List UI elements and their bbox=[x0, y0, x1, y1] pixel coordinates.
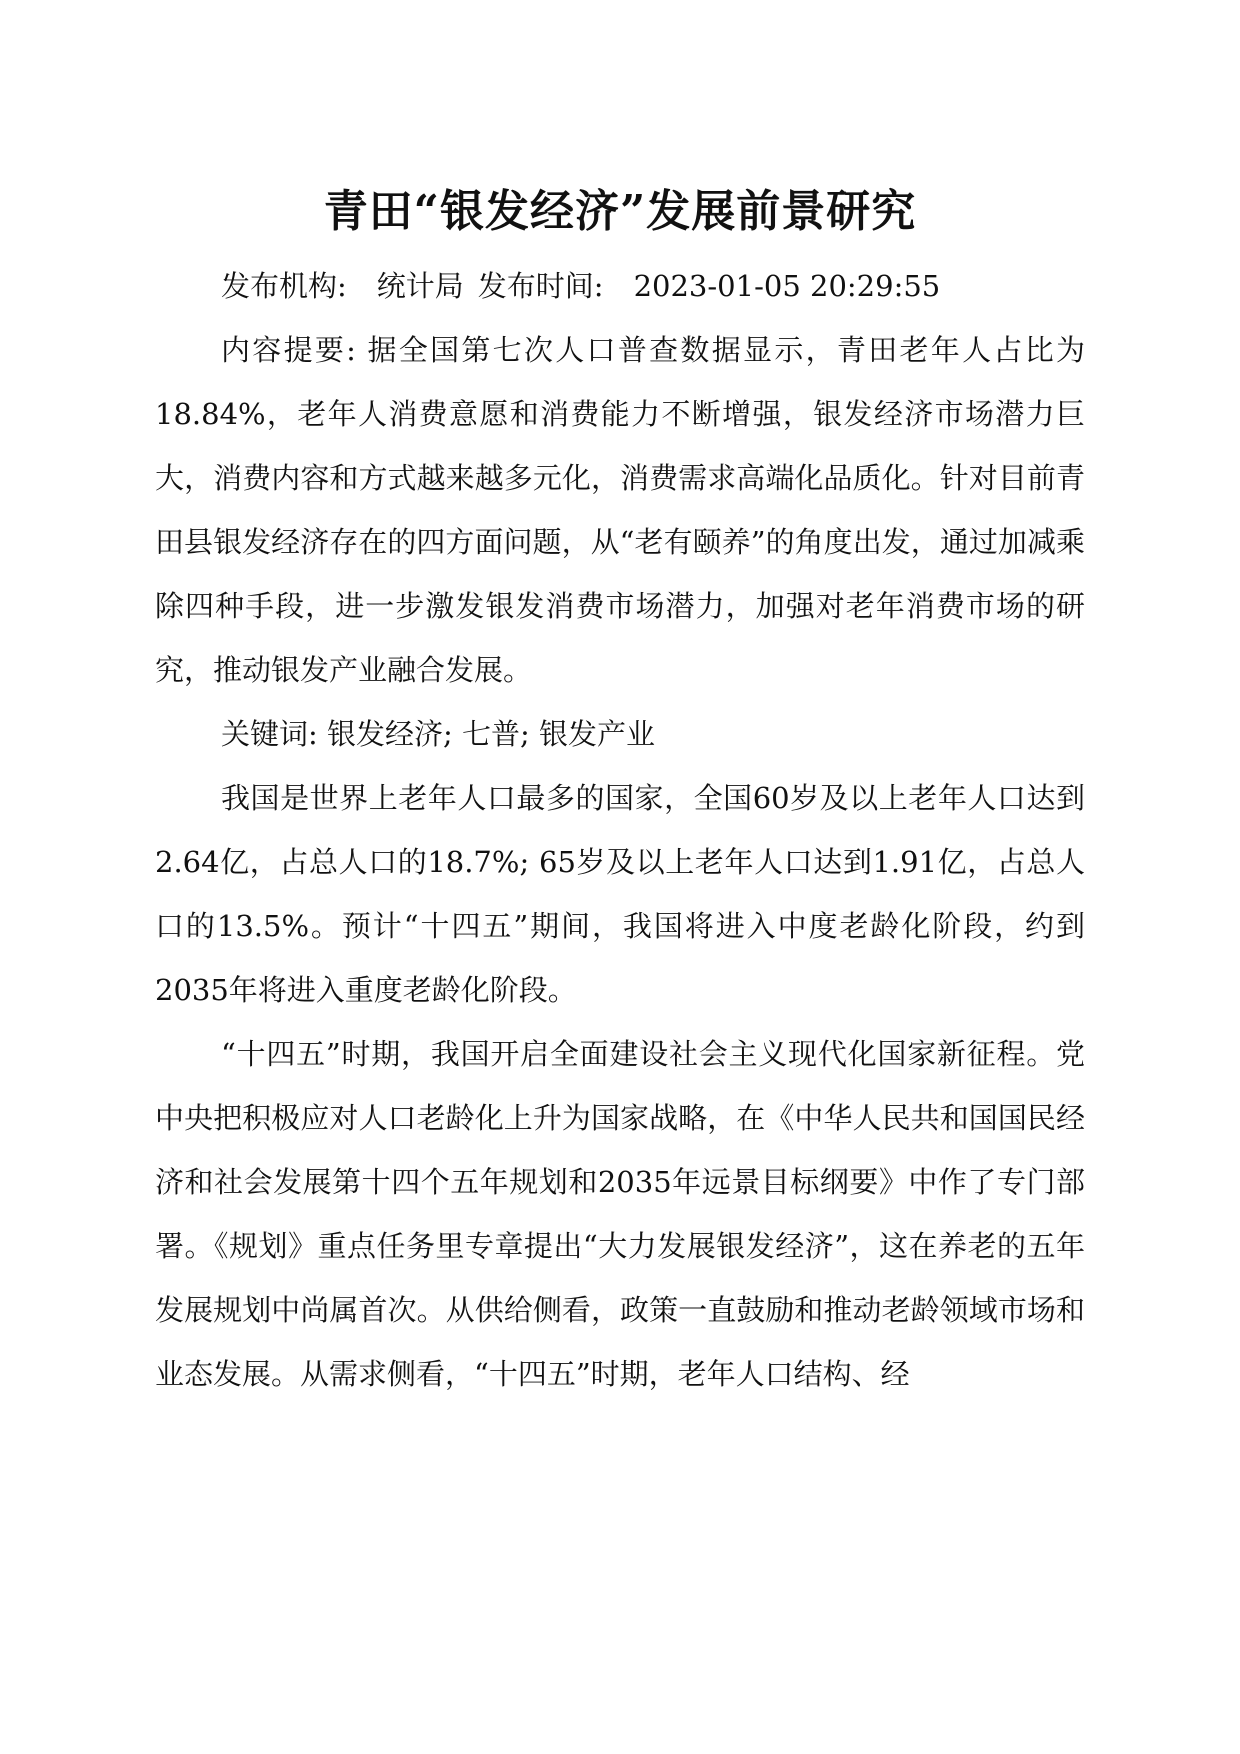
body-paragraph-2: “十四五”时期，我国开启全面建设社会主义现代化国家新征程。党中央把积极应对人口老龄化上升为国家战略，在《中华人民共和国国民经济和社会发展第十四个五年规划和2035年远景目标纲要》中作了专门部署。《规划》重点任务里专章提出“大力发展银发经济”，这在养老的五年发展规划中尚属首次。从供给侧看，政策一直鼓励和推动老龄领域市场和业态发展。从需求侧看，“十四五”时期，老年人口结构、经 bbox=[155, 1037, 1085, 1391]
publisher-value: 统计局 bbox=[376, 269, 464, 303]
publish-time-value: 2023-01-05 20:29:55 bbox=[633, 269, 941, 303]
publish-time-label: 发布时间: bbox=[477, 269, 604, 303]
document-title: 青田“银发经济”发展前景研究 bbox=[323, 186, 917, 237]
document-body bbox=[155, 254, 1085, 1406]
publish-meta bbox=[155, 254, 1085, 318]
publisher-label: 发布机构: bbox=[221, 269, 347, 303]
body-paragraph-1: 我国是世界上老年人口最多的国家，全国60岁及以上老年人口达到2.64亿，占总人口的18.7%; 65岁及以上老年人口达到1.91亿，占总人口的13.5%。预计“十四五”期间，我国将进入中度老龄化阶段，约到2035年将进入重度老龄化阶段。 bbox=[155, 781, 1085, 1007]
abstract-paragraph: 内容提要: 据全国第七次人口普查数据显示，青田老年人占比为18.84%，老年人消费意愿和消费能力不断增强，银发经济市场潜力巨大，消费内容和方式越来越多元化，消费需求高端化品质化。针对目前青田县银发经济存在的四方面问题，从“老有颐养”的角度出发，通过加减乘除四种手段，进一步激发银发消费市场潜力，加强对老年消费市场的研究，推动银发产业融合发展。 bbox=[155, 333, 1085, 687]
keywords-line: 关键词: 银发经济; 七普; 银发产业 bbox=[221, 717, 655, 751]
